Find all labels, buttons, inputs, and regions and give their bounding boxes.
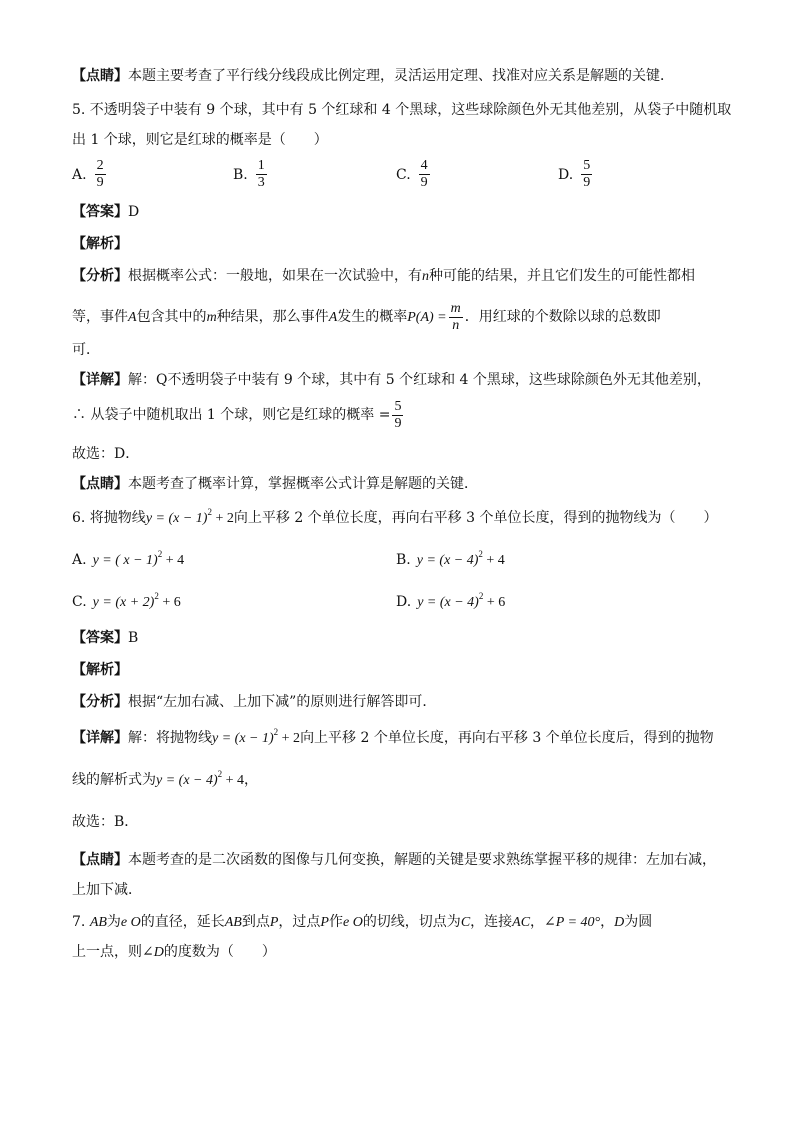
q5-stem-line1: 5. 不透明袋子中装有 9 个球，其中有 5 个红球和 4 个黑球，这些球除颜色外无其他差别，从袋子中随机取	[72, 102, 732, 118]
q6-tip-line1: 【点睛】本题考查的是二次函数的图像与几何变换，解题的关键是要求熟练掌握平移的规律：左加右减，	[72, 852, 716, 868]
q5-analysis-tag: 【解析】	[72, 236, 128, 252]
q5-option-d: D. $\frac{5}{9}$	[558, 158, 591, 190]
option-fraction: $\frac{1}{3}$	[257, 158, 265, 190]
option-fraction: $\frac{5}{9}$	[583, 158, 591, 190]
option-fraction: $\frac{2}{9}$	[96, 158, 104, 190]
q4-tip	[72, 66, 734, 86]
q6-stem: 6. 将抛物线$y = (x - 1)^2 + 2$向上平移 2 个单位长度，再向右平移 3 个单位长度，得到的抛物线为（ ）	[72, 507, 718, 526]
q6-option-c: C. $y = (x + 2)^2 + 6$	[72, 591, 181, 610]
probability-formula: P(A) =	[407, 310, 447, 325]
q5-analysis-line3: 可．	[72, 342, 100, 358]
q5-analysis-line1: 【分析】根据概率公式：一般地，如果在一次试验中，有n种可能的结果，并且它们发生的可能性都相	[72, 268, 695, 284]
q5-stem-line2: 出 1 个球，则它是红球的概率是（ ）	[72, 132, 328, 148]
q5-option-b: B. $\frac{1}{3}$	[233, 158, 265, 190]
q6-answer: 【答案】B	[72, 630, 139, 646]
tip-tag: 【点睛】	[72, 68, 128, 84]
q6-detail-line1: 【详解】解：将抛物线$y = (x - 1)^2 + 2$向上平移 2 个单位长度，再向右平移 3 个单位长度后，得到的抛物	[72, 727, 714, 746]
q6-detail-line2: 线的解析式为$y = (x - 4)^2 + 4$，	[72, 769, 259, 788]
q5-option-a: A. $\frac{2}{9}$	[72, 158, 104, 190]
q6-analysis-tag: 【解析】	[72, 662, 128, 678]
formula-fraction: $\frac{m}{n}$	[450, 300, 461, 333]
q5-analysis-line2: 等，事件A包含其中的m种结果，那么事件A发生的概率P(A) = $\frac{m}{n}$ ．用红球的个数除以球的总数即	[72, 300, 661, 333]
q5-detail-line2: ∴ 从袋子中随机取出 1 个球，则它是红球的概率 = $\frac{5}{9}$	[72, 398, 402, 431]
q6-analysis: 【分析】根据“左加右减、上加下减”的原则进行解答即可．	[72, 694, 437, 710]
q6-choose: 故选：B．	[72, 814, 139, 830]
q6-option-b: B. $y = (x - 4)^2 + 4$	[396, 549, 505, 568]
result-fraction: $\frac{5}{9}$	[394, 398, 402, 431]
q5-detail-line1: 【详解】解：Q不透明袋子中装有 9 个球，其中有 5 个红球和 4 个黑球，这些球除颜色外无其他差别，	[72, 372, 711, 388]
q6-option-a: A. y = ( x − 1)$^2$ + 4	[72, 549, 185, 568]
q5-option-c: C. $\frac{4}{9}$	[396, 158, 428, 190]
q5-choose: 故选：D．	[72, 446, 140, 462]
q6-option-d: D. $y = (x - 4)^2 + 6$	[396, 591, 506, 610]
q7-stem-line1: 7. AB为e O的直径，延长AB到点P，过点P作e O的切线，切点为C，连接AC，∠P = 40°，D为圆	[72, 914, 653, 930]
q6-tip-line2: 上加下减．	[72, 882, 142, 898]
q7-stem-line2: 上一点，则∠D的度数为（ ）	[72, 944, 276, 960]
q5-tip: 【点睛】本题考查了概率计算，掌握概率公式计算是解题的关键．	[72, 476, 478, 492]
option-fraction: $\frac{4}{9}$	[420, 158, 428, 190]
tip-text: 本题主要考查了平行线分线段成比例定理，灵活运用定理、找准对应关系是解题的关键．	[128, 68, 674, 84]
q5-answer: 【答案】D	[72, 204, 140, 220]
